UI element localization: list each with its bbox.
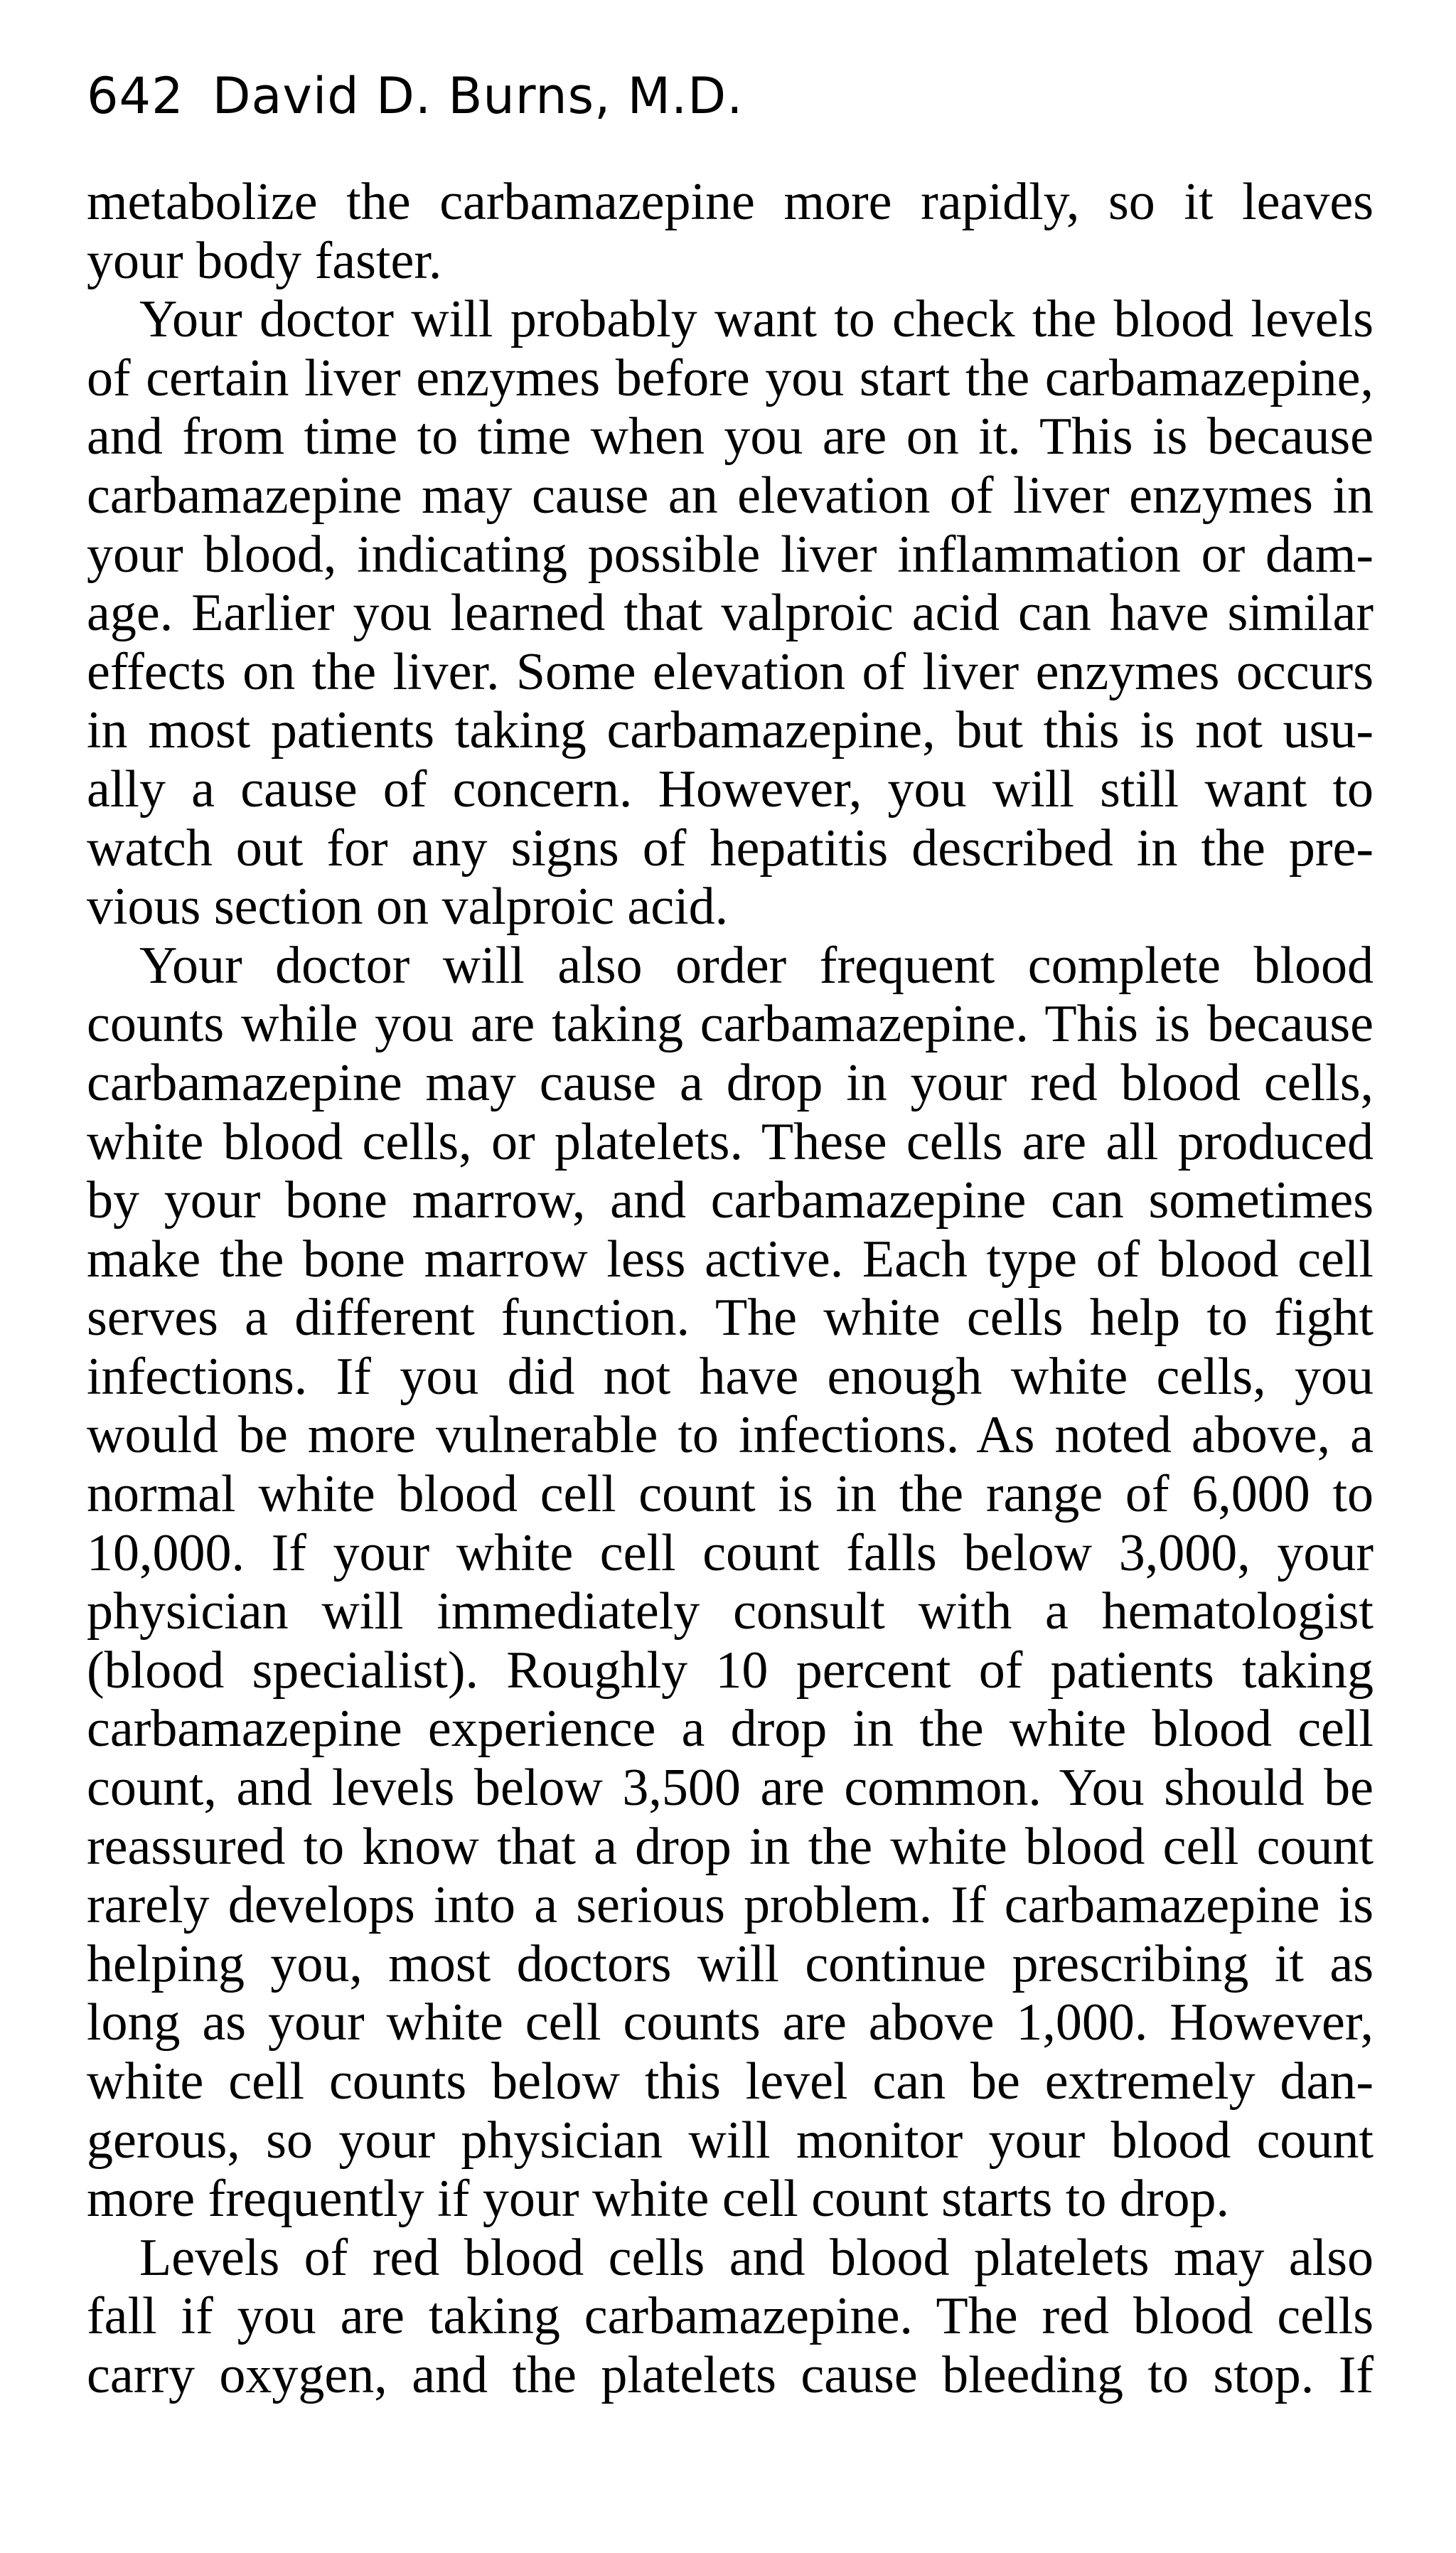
text-line: more frequently if your white cell count starts to drop. — [87, 2170, 1230, 2229]
text-line: would be more vulnerable to infections. As noted above, a — [87, 1406, 1374, 1465]
text-line: and from time to time when you are on it. This is because — [87, 407, 1374, 467]
text-line: gerous, so your physician will monitor your blood count — [87, 2111, 1374, 2170]
text-line: your blood, indicating possible liver inflammation or dam- — [87, 525, 1374, 584]
paragraph-red-cells-platelets — [87, 2229, 1374, 2405]
text-line: Levels of red blood cells and blood platelets may also — [139, 2228, 1374, 2287]
text-line: of certain liver enzymes before you start the carbamazepine, — [87, 348, 1374, 407]
text-line: serves a different function. The white cells help to fight — [87, 1289, 1374, 1348]
text-line: long as your white cell counts are above 1,000. However, — [87, 1993, 1374, 2052]
text-line: (blood specialist). Roughly 10 percent of patients taking — [87, 1641, 1374, 1700]
text-line: fall if you are taking carbamazepine. The red blood cells — [87, 2287, 1374, 2346]
text-line: watch out for any signs of hepatitis described in the pre- — [87, 819, 1374, 878]
text-line: Your doctor will probably want to check the blood levels — [139, 290, 1374, 349]
text-line: ally a cause of concern. However, you will still want to — [87, 759, 1374, 819]
text-line: white cell counts below this level can be extremely dan- — [87, 2052, 1374, 2111]
text-line: white blood cells, or platelets. These cells are all produced — [87, 1112, 1374, 1171]
text-line: infections. If you did not have enough white cells, you — [87, 1347, 1374, 1406]
text-line: rarely develops into a serious problem. If carbamazepine is — [87, 1876, 1374, 1935]
paragraph-blood-counts — [87, 937, 1374, 2229]
page-number: 642 — [87, 67, 184, 125]
text-line: your body faster. — [87, 231, 442, 290]
text-line: carbamazepine may cause a drop in your red blood cells, — [87, 1053, 1374, 1112]
paragraph-continuation — [87, 173, 1374, 290]
text-line: counts while you are taking carbamazepine. This is because — [87, 995, 1374, 1054]
text-line: by your bone marrow, and carbamazepine can sometimes — [87, 1171, 1374, 1230]
running-title: David D. Burns, M.D. — [212, 67, 744, 125]
text-line: physician will immediately consult with a hematologist — [87, 1582, 1374, 1641]
body-text — [87, 173, 1374, 2405]
text-line: count, and levels below 3,500 are common. You should be — [87, 1759, 1374, 1818]
text-line: age. Earlier you learned that valproic acid can have similar — [87, 584, 1374, 643]
text-line: carbamazepine may cause an elevation of liver enzymes in — [87, 466, 1374, 525]
text-line: reassured to know that a drop in the white blood cell count — [87, 1817, 1374, 1876]
text-line: carry oxygen, and the platelets cause bleeding to stop. If — [87, 2345, 1374, 2404]
text-line: make the bone marrow less active. Each type of blood cell — [87, 1230, 1374, 1289]
text-line: in most patients taking carbamazepine, but this is not usu- — [87, 701, 1374, 760]
text-line: effects on the liver. Some elevation of liver enzymes occurs — [87, 642, 1374, 701]
text-line: vious section on valproic acid. — [87, 878, 729, 937]
text-line: 10,000. If your white cell count falls below 3,000, your — [87, 1523, 1374, 1582]
text-line: metabolize the carbamazepine more rapidly, so it leaves — [87, 173, 1374, 231]
text-line: helping you, most doctors will continue prescribing it as — [87, 1934, 1374, 1993]
text-line: carbamazepine experience a drop in the white blood cell — [87, 1700, 1374, 1759]
text-line: Your doctor will also order frequent complete blood — [139, 936, 1374, 995]
paragraph-liver-enzymes — [87, 290, 1374, 937]
running-head — [87, 67, 744, 125]
text-line: normal white blood cell count is in the range of 6,000 to — [87, 1465, 1374, 1524]
